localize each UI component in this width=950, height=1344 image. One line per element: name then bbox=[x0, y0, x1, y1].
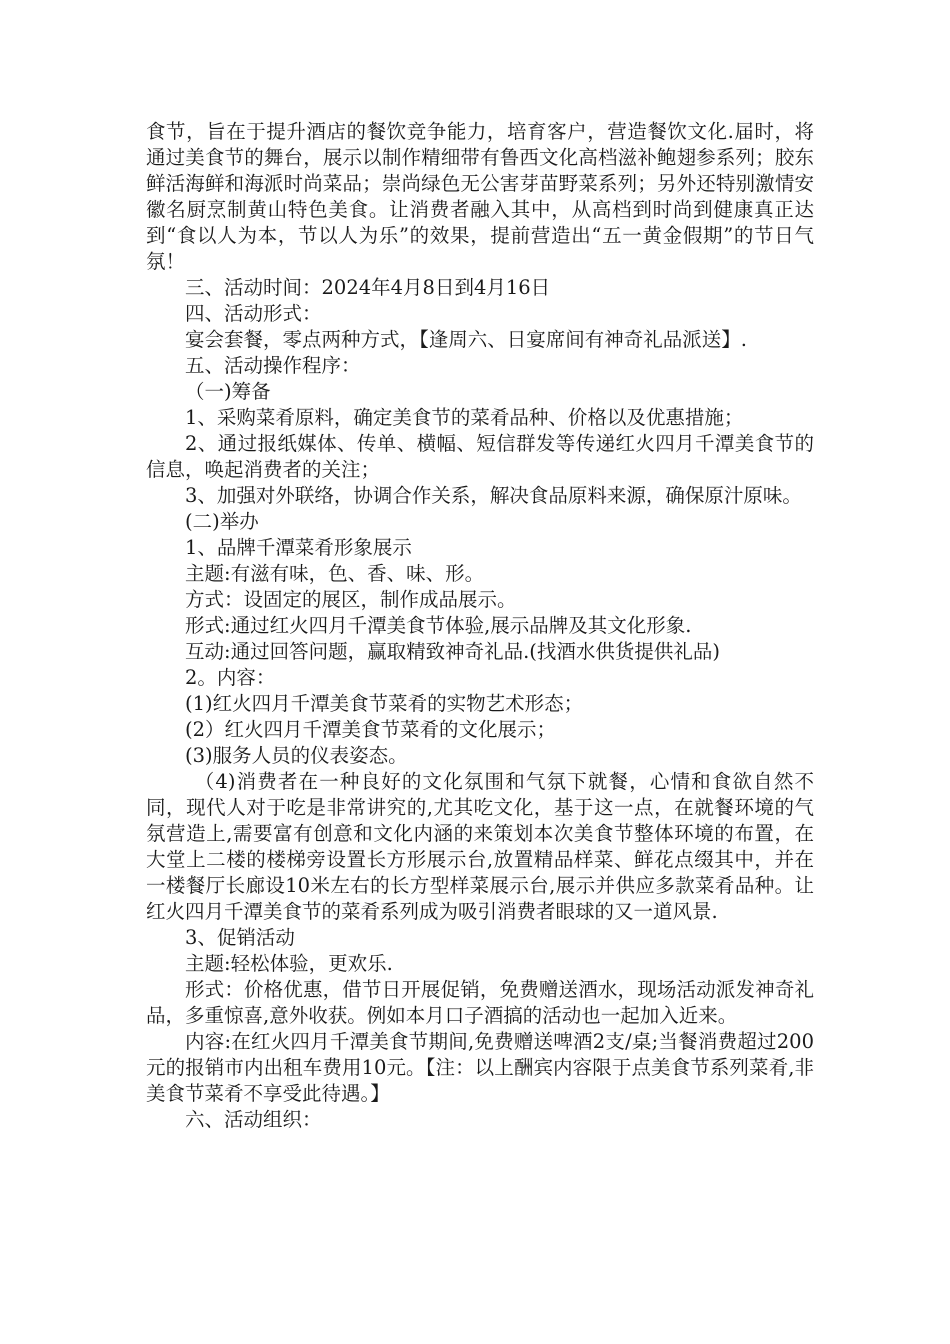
section-heading-organization: 六、活动组织： bbox=[185, 1108, 322, 1131]
document-body bbox=[146, 119, 814, 1133]
list-item-content-2: (2）红火四月千潭美食节菜肴的文化展示； bbox=[185, 718, 557, 741]
list-item-preparation-1: 1、采购菜肴原料，确定美食节的菜肴品种、价格以及优惠措施； bbox=[185, 406, 744, 429]
paragraph-activity-form: 宴会套餐，零点两种方式，【逢周六、日宴席间有神奇礼品派送】. bbox=[185, 328, 747, 351]
list-item-brand-display: 1、品牌千潭菜肴形象展示 bbox=[185, 536, 412, 559]
section-heading-activity-form: 四、活动形式： bbox=[185, 302, 322, 325]
subheading-preparation: （一)筹备 bbox=[185, 380, 271, 403]
paragraph-theme: 主题:有滋有味，色、香、味、形。 bbox=[185, 562, 485, 585]
paragraph-intro: 食节，旨在于提升酒店的餐饮竞争能力，培育客户，营造餐饮文化.届时，将通过美食节的舞台，展示以制作精细带有鲁西文化高档滋补鲍翅参系列；胶东鲜活海鲜和海派时尚菜品；崇尚绿色无公害芽苗野菜系列；另外还特别激情安徽名厨烹制黄山特色美食。让消费者融入其中，从高档到时尚到健康真正达到“食以人为本，节以人为乐”的效果，提前营造出“五一黄金假期”的节日气氛！ bbox=[146, 120, 814, 273]
paragraph-promotion-theme: 主题:轻松体验，更欢乐. bbox=[185, 952, 393, 975]
section-heading-activity-time: 三、活动时间：2024年4月8日到4月16日 bbox=[185, 276, 551, 299]
list-item-content-3: (3)服务人员的仪表姿态。 bbox=[185, 744, 408, 767]
list-item-promotion: 3、促销活动 bbox=[185, 926, 295, 949]
paragraph-interaction: 互动:通过回答问题，赢取精致神奇礼品.(找酒水供货提供礼品) bbox=[185, 640, 720, 663]
list-item-content: 2。内容： bbox=[185, 666, 276, 689]
list-item-preparation-2: 2、通过报纸媒体、传单、横幅、短信群发等传递红火四月千潭美食节的信息，唤起消费者的关注； bbox=[146, 432, 814, 481]
list-item-content-4: （4)消费者在一种良好的文化氛围和气氛下就餐，心情和食欲自然不同，现代人对于吃是非常讲究的,尤其吃文化，基于这一点，在就餐环境的气氛营造上,需要富有创意和文化内涵的来策划本次美食节整体环境的布置，在大堂上二楼的楼梯旁设置长方形展示台,放置精品样菜、鲜花点缀其中，并在一楼餐厅长廊设10米左右的长方型样菜展示台,展示并供应多款菜肴品种。让红火四月千潭美食节的菜肴系列成为吸引消费者眼球的又一道风景. bbox=[146, 770, 814, 923]
paragraph-promotion-format: 形式：价格优惠，借节日开展促销，免费赠送酒水，现场活动派发神奇礼品，多重惊喜,意外收获。例如本月口子酒搞的活动也一起加入近来。 bbox=[146, 978, 814, 1027]
paragraph-method: 方式：设固定的展区，制作成品展示。 bbox=[185, 588, 517, 611]
section-heading-procedure: 五、活动操作程序： bbox=[185, 354, 361, 377]
paragraph-format: 形式:通过红火四月千潭美食节体验,展示品牌及其文化形象. bbox=[185, 614, 692, 637]
subheading-hosting: (二)举办 bbox=[185, 510, 259, 533]
list-item-preparation-3: 3、加强对外联络，协调合作关系，解决食品原料来源，确保原汁原味。 bbox=[185, 484, 802, 507]
paragraph-promotion-content: 内容:在红火四月千潭美食节期间,免费赠送啤酒2支/桌;当餐消费超过200元的报销市内出租车费用10元。【注：以上酬宾内容限于点美食节系列菜肴,非美食节菜肴不享受此待遇。】 bbox=[146, 1030, 814, 1105]
list-item-content-1: (1)红火四月千潭美食节菜肴的实物艺术形态； bbox=[185, 692, 584, 715]
